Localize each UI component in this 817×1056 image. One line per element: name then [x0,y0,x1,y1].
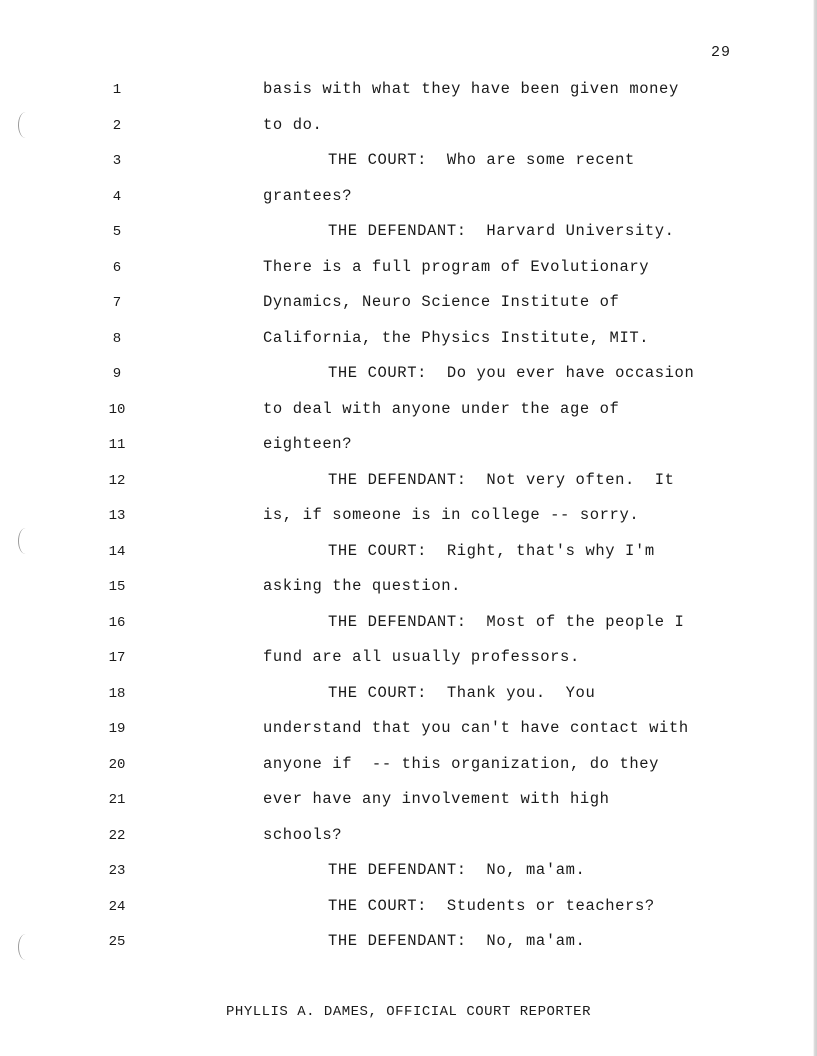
line-number: 2 [112,117,122,134]
line-text: California, the Physics Institute, MIT. [263,328,650,347]
line-text: THE COURT: Students or teachers? [328,896,655,915]
transcript-line [0,254,817,290]
line-number: 6 [112,259,122,276]
line-text: THE COURT: Thank you. You [328,683,596,702]
line-number: 13 [108,508,126,524]
line-number: 16 [108,614,126,631]
transcript-line [0,786,817,822]
line-text: eighteen? [263,435,353,453]
line-text: ever have any involvement with high [263,790,610,808]
line-number: 20 [108,756,126,773]
line-number: 7 [112,295,122,311]
transcript-line [0,751,817,787]
line-text: THE DEFENDANT: Most of the people I [328,612,685,631]
line-number: 14 [108,543,126,560]
line-text: schools? [263,825,343,844]
court-reporter-footer: PHYLLIS A. DAMES, OFFICIAL COURT REPORTER [226,1004,591,1020]
line-text: THE DEFENDANT: Not very often. It [328,470,675,489]
line-text: asking the question. [263,577,462,595]
transcript-line [0,396,817,432]
transcript-line [0,644,817,680]
line-number: 22 [108,827,126,844]
transcript-line [0,715,817,751]
line-number: 12 [108,472,126,489]
line-text: Dynamics, Neuro Science Institute of [263,293,620,311]
line-text: is, if someone is in college -- sorry. [263,506,640,524]
line-number: 8 [112,330,122,347]
line-text: THE DEFENDANT: No, ma'am. [328,861,586,879]
transcript-line [0,147,817,183]
line-number: 11 [108,437,126,453]
binder-hole-mark [18,934,33,960]
line-number: 10 [108,401,126,418]
line-number: 25 [108,934,126,950]
line-text: to do. [263,115,323,134]
transcript-line [0,76,817,112]
line-text: basis with what they have been given money [263,80,679,98]
line-text: to deal with anyone under the age of [263,399,620,418]
page-edge-rule [813,0,817,1056]
line-text: understand that you can't have contact with [263,719,689,737]
line-number: 3 [112,153,122,169]
binder-hole-mark [18,112,33,138]
line-number: 23 [108,863,126,879]
transcript-line [0,857,817,893]
line-number: 4 [112,188,122,205]
transcript-line [0,609,817,645]
line-number: 21 [108,792,126,808]
line-number: 18 [108,685,126,702]
line-number: 24 [108,898,126,915]
line-number: 15 [108,579,126,595]
transcript-line [0,680,817,716]
transcript-line [0,360,817,396]
transcript-line [0,538,817,574]
transcript-line [0,431,817,467]
line-text: THE COURT: Do you ever have occasion [328,364,695,382]
transcript-line [0,183,817,219]
line-number: 9 [112,366,122,382]
transcript-body [0,76,817,964]
line-text: THE DEFENDANT: Harvard University. [328,222,675,240]
line-text: There is a full program of Evolutionary [263,257,650,276]
line-text: anyone if -- this organization, do they [263,754,660,773]
line-text: THE COURT: Right, that's why I'm [328,541,655,560]
binder-hole-mark [18,528,33,554]
transcript-line [0,502,817,538]
transcript-line [0,289,817,325]
transcript-line [0,893,817,929]
line-text: grantees? [263,186,353,205]
transcript-line [0,467,817,503]
transcript-line [0,573,817,609]
line-number: 19 [108,721,126,737]
transcript-line [0,218,817,254]
line-text: fund are all usually professors. [263,648,580,666]
line-number: 5 [112,224,122,240]
transcript-line [0,325,817,361]
line-number: 17 [108,650,126,666]
line-number: 1 [112,82,122,98]
line-text: THE COURT: Who are some recent [328,151,635,169]
transcript-line [0,822,817,858]
transcript-line [0,928,817,964]
transcript-line [0,112,817,148]
line-text: THE DEFENDANT: No, ma'am. [328,932,586,950]
page-number: 29 [710,44,731,61]
